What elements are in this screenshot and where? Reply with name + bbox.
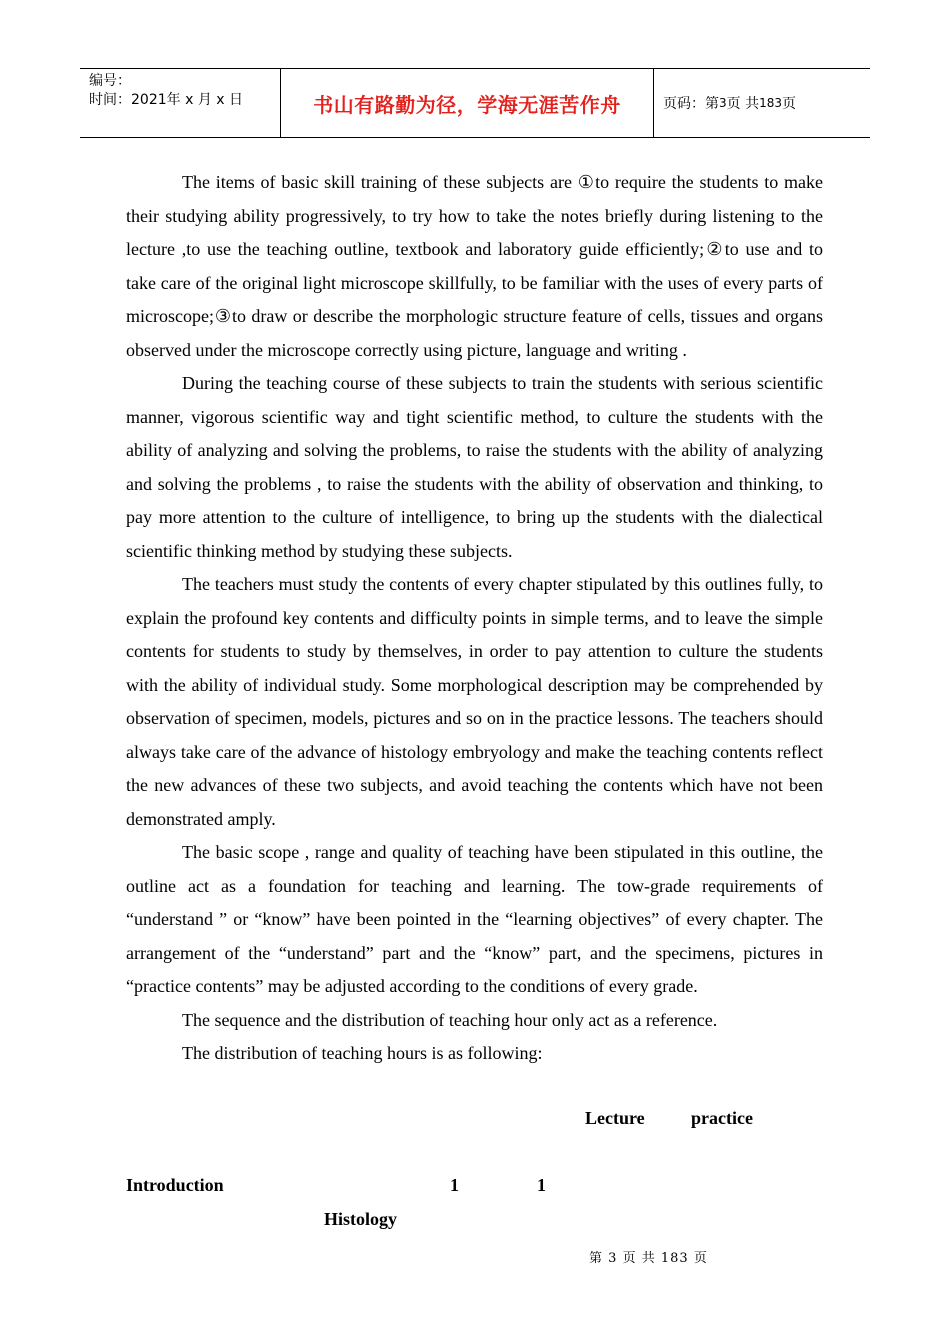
page-header [80, 68, 870, 138]
paragraph-distribution: The distribution of teaching hours is as following: [182, 1043, 543, 1063]
page-current: 3 [719, 96, 727, 110]
page-total: 183 [759, 96, 782, 110]
header-motto-cell [281, 69, 654, 137]
hours-row-lecture: 1 [450, 1175, 459, 1195]
header-motto: 书山有路勤为径，学海无涯苦作舟 [313, 92, 621, 117]
hours-row-label: Introduction [126, 1175, 224, 1195]
time-day: x [216, 92, 225, 108]
footer-prefix: 第 [589, 1251, 604, 1266]
page-label-suffix: 页 [782, 96, 796, 112]
time-line [89, 91, 280, 110]
paragraph-manner: During the teaching course of these subjects to train the students with serious scientific manner, vigorous scientific way and tight scientific method, to culture the students with the ability of analyzing and solving the problems, to raise the students with the ability of analyzing and solving the problems , to raise the students with the ability of observation and thinking, to pay more attention to the culture of intelligence, to bring up the students with the dialectical scientific thinking method by studying these subjects. [126, 373, 823, 561]
footer-current: 3 [608, 1251, 618, 1266]
hours-header-practice: practice [691, 1108, 753, 1128]
hours-row-practice: 1 [537, 1175, 546, 1195]
page-label-mid: 页 共 [726, 96, 760, 112]
time-month-char: 月 [197, 92, 212, 108]
paragraph-teachers: The teachers must study the contents of every chapter stipulated by this outlines fully, to explain the profound key contents and difficulty points in simple terms, and to leave the simple contents for students to study by themselves, in order to pay attention to culture the students with the ability of individual study. Some morphological description may be comprehended by observation of specimen, models, pictures and so on in the practice lessons. The teachers should always take care of the advance of histology embryology and make the teaching contents reflect the new advances of these two subjects, and avoid teaching the contents which have not been demonstrated amply. [126, 574, 823, 829]
paragraph-sequence: The sequence and the distribution of teaching hour only act as a reference. [182, 1009, 718, 1030]
page-label-prefix: 页码：第 [663, 96, 719, 112]
paragraph-scope: The basic scope , range and quality of teaching have been stipulated in this outline, the outline act as a foundation for teaching and learning. The tow-grade requirements of “understand ” or “know” have been pointed in the “learning objectives” of every chapter. The arrangement of the “understand” part and the “know” part, and the specimens, pictures in “practice contents” may be adjusted according to the conditions of every grade. [126, 842, 823, 996]
footer-total: 183 [660, 1251, 689, 1266]
hours-section-title: Histology [324, 1209, 398, 1229]
time-year-char: 年 [166, 92, 181, 108]
header-meta [80, 69, 281, 137]
serial-label: 编号： [89, 73, 131, 89]
paragraph-skills: The items of basic skill training of these subjects are ①to require the students to make their studying ability progressively, to try how to take the notes briefly during listening to the lecture ,to use the teaching outline, textbook and laboratory guide efficiently;②to use and to take care of the original light microscope skillfully, to be familiar with the uses of every parts of microscope;③to draw or describe the morphologic structure feature of cells, tissues and organs observed under the microscope correctly using picture, language and writing . [126, 172, 823, 360]
time-day-char: 日 [229, 92, 244, 108]
page-footer [589, 1247, 708, 1266]
footer-suffix: 页 [693, 1251, 708, 1266]
hours-header-lecture: Lecture [585, 1108, 645, 1128]
time-year: 2021 [131, 92, 167, 108]
footer-mid: 页 共 [622, 1251, 656, 1266]
time-month: x [185, 92, 194, 108]
document-body [126, 166, 823, 1071]
header-page-info [654, 69, 870, 137]
time-label: 时间： [89, 92, 131, 108]
